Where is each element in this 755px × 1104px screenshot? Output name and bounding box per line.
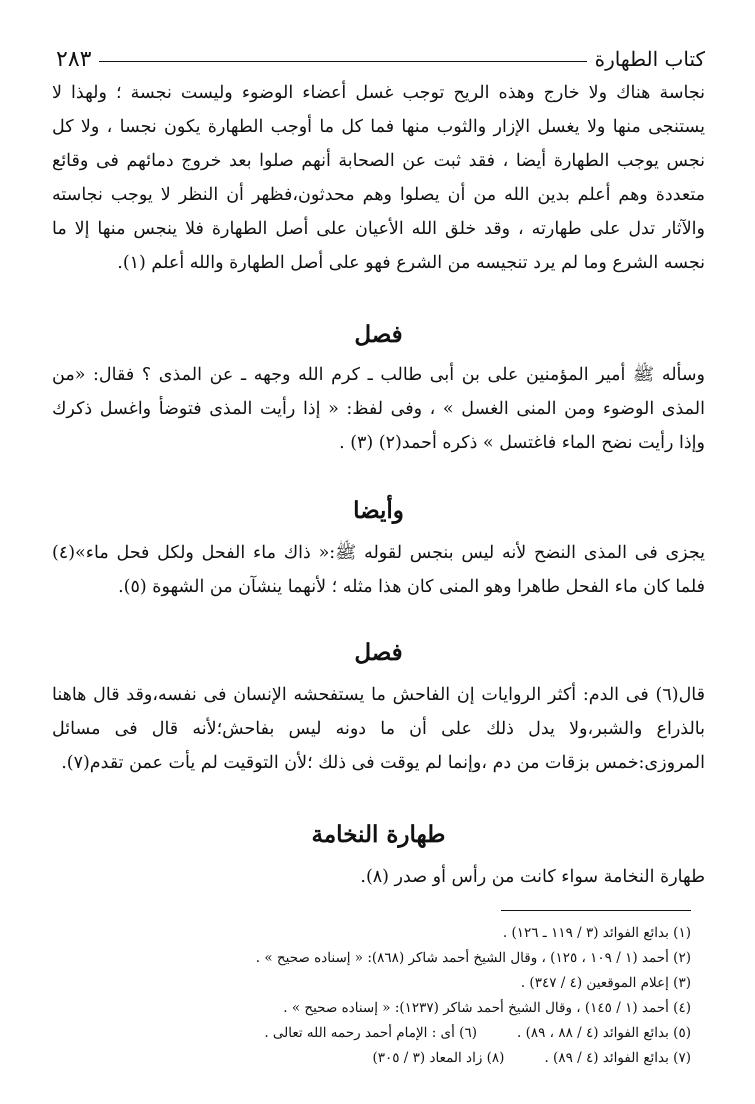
footnote: (٦) أى : الإمام أحمد رحمه الله تعالى .	[264, 1025, 477, 1041]
paragraph-intro: نجاسة هناك ولا خارج وهذه الريح توجب غسل أعضاء الوضوء وليست نجسة ؛ ولهذا لا يستنجى منها ولا يغسل الإزار والثوب منها فما كل ما أوجب الطهارة يكون نجسا ، ولا كل نجس يوجب الطهارة أيضا ، فقد ثبت عن الصحابة أنهم صلوا بعد خروج دمائهم فى وقائع متعددة وهم أعلم بدين الله من أن يصلوا وهم محدثون،فظهر أن النظر لا يوجب نجاسته والآثار تدل على طهارته ، وقد خلق الله الأعيان على أصل الطهارة فلا ينجس منها إلا ما نجسه الشرع وما لم يرد تنجيسه من الشرع فهو على أصل الطهارة والله أعلم (١).	[52, 83, 705, 273]
footnote: (٧) بدائع الفوائد (٤ / ٨٩) .	[544, 1050, 691, 1066]
footnote: (٨) زاد المعاد (٣ / ٣٠٥)	[372, 1050, 505, 1066]
page-number: ٢٨٣	[56, 46, 92, 72]
footnote: (٢) أحمد (١ / ١٠٩ ، ١٢٥) ، وقال الشيخ أحمد شاكر (٨٦٨): « إسناده صحيح » .	[255, 950, 691, 966]
section-heading: فصل	[354, 321, 403, 348]
paragraph-phlegm: طهارة النخامة سواء كانت من رأس أو صدر (٨).	[360, 867, 705, 887]
section-heading: وأيضا	[353, 497, 404, 524]
paragraph-madhi: وسأله ﷺ أمير المؤمنين على بن أبى طالب ـ كرم الله وجهه ـ عن المذى ؟ فقال: «من المذى الوضوء ومن المنى الغسل » ، وفى لفظ: « إذا رأيت المذى فتوضأ واغسل ذكرك وإذا رأيت نضح الماء فاغتسل » ذكره أحمد(٢) (٣) .	[52, 365, 705, 453]
footnote: (١) بدائع الفوائد (٣ / ١١٩ ـ ١٢٦) .	[502, 925, 691, 941]
section-heading: فصل	[354, 639, 403, 666]
footnote: (٣) إعلام الموقعين (٤ / ٣٤٧) .	[520, 975, 691, 991]
paragraph-nadh: يجزى فى المذى النضح لأنه ليس بنجس لقوله ﷺ:« ذاك ماء الفحل ولكل فحل ماء»(٤) فلما كان ماء الفحل طاهرا وهو المنى كان هذا مثله ؛ لأنهما ينشآن من الشهوة (٥).	[52, 543, 705, 597]
paragraph-blood: قال(٦) فى الدم: أكثر الروايات إن الفاحش ما يستفحشه الإنسان فى نفسه،وقد قال هاهنا بالذراع والشبر،ولا يدل ذلك على أن ما دونه ليس بفاحش؛لأنه قال فى مسائل المروزى:خمس بزقات من دم ،وإنما لم يوقت فى ذلك ؛لأن التوقيت لم يأت عمن تقدم(٧).	[52, 685, 705, 773]
section-heading: طهارة النخامة	[311, 821, 446, 848]
header-rule	[99, 61, 586, 62]
running-head	[52, 42, 705, 76]
footnote-row	[52, 1021, 691, 1046]
book-title: كتاب الطهارة	[594, 47, 705, 71]
footnote-rule	[501, 910, 691, 911]
footnotes	[52, 921, 705, 1071]
footnote: (٤) أحمد (١ / ١٤٥) ، وقال الشيخ أحمد شاكر (١٢٣٧): « إسناده صحيح » .	[283, 1000, 691, 1016]
footnote-row	[52, 1046, 691, 1071]
footnote: (٥) بدائع الفوائد (٤ / ٨٨ ، ٨٩) .	[516, 1025, 691, 1041]
